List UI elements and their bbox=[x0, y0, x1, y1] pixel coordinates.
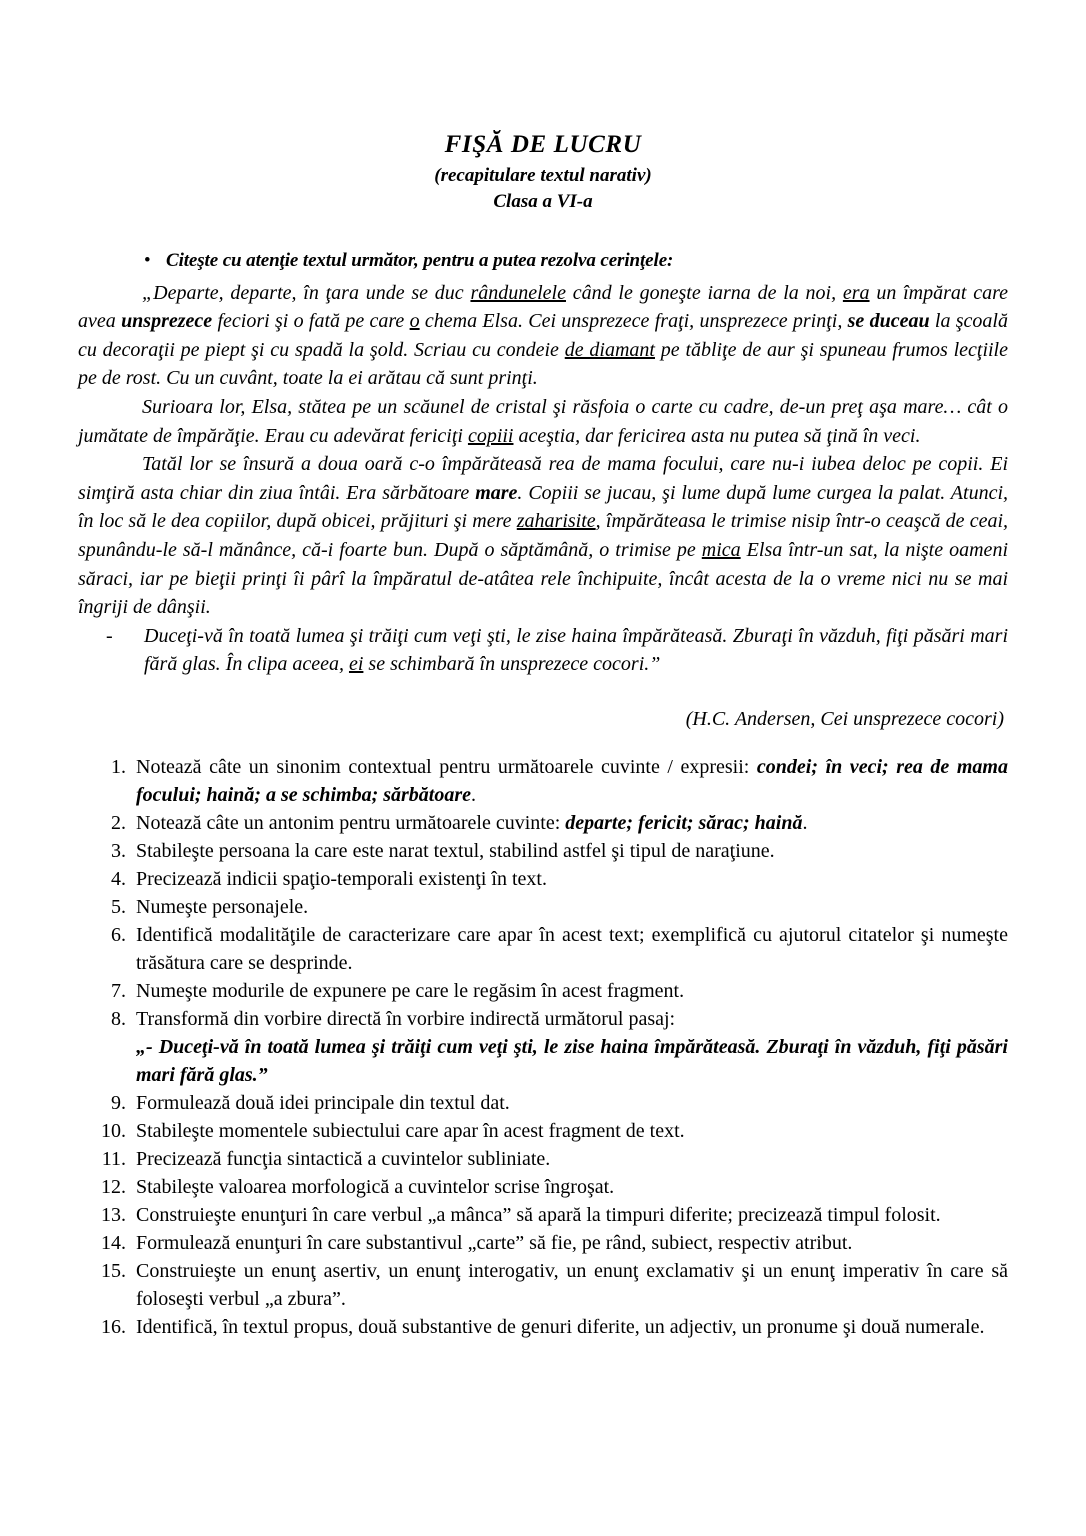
task-item bbox=[78, 865, 1008, 893]
task-bold-1: departe; fericit; sărac; haină bbox=[565, 811, 803, 834]
dialogue-seg-b: se schimbară în unsprezece cocori.” bbox=[363, 653, 661, 676]
title-block bbox=[78, 130, 1008, 214]
task-item bbox=[78, 1145, 1008, 1173]
instruction-bullet-row bbox=[144, 248, 1008, 275]
story-p1-seg-d: feciori şi o fată pe care bbox=[212, 310, 410, 333]
task-text: Formulează enunţuri în care substantivul „carte” să fie, pe rând, subiect, respectiv atribut. bbox=[136, 1231, 853, 1254]
task-list bbox=[78, 753, 1008, 1341]
story-p1-bold-se-duceau: se duceau bbox=[847, 310, 930, 333]
story-p2-underline-copiii: copiii bbox=[467, 424, 514, 447]
dialogue-underline-ei: ei bbox=[348, 653, 364, 676]
task-number: 16. bbox=[101, 1315, 126, 1338]
story-p3-bold-mare: mare bbox=[475, 481, 518, 504]
class-line: Clasa a VI-a bbox=[493, 190, 593, 212]
story-dialogue-line bbox=[78, 622, 1008, 679]
story-p1-underline-randunelele: rândunelele bbox=[470, 281, 566, 304]
task-number: 3. bbox=[111, 839, 126, 862]
task-plain-1: Transformă din vorbire directă în vorbire indirectă următorul pasaj: bbox=[136, 1007, 676, 1030]
task-text: Numeşte personajele. bbox=[136, 895, 309, 918]
task-number: 8. bbox=[111, 1007, 126, 1030]
task-text: Identifică, în textul propus, două substantive de genuri diferite, un adjectiv, un pronume şi două numerale. bbox=[136, 1315, 985, 1338]
task-number: 5. bbox=[111, 895, 126, 918]
task-number: 13. bbox=[101, 1203, 126, 1226]
bullet-dot-icon: • bbox=[144, 249, 151, 271]
story-p1-seg-g: pe tăbliţe de aur şi spuneau frumos lecţiile pe de rost. Cu un cuvânt, toate la ei arătau că sunt prinţi. bbox=[78, 338, 1008, 390]
task-quote-passage: „- Duceţi-vă în toată lumea şi trăiţi cum veţi şti, le zise haina împărăteasă. Zburaţi în văzduh, fiţi păsări mari fără glas.” bbox=[136, 1035, 1008, 1086]
story-p1-seg-a: „Departe, departe, în ţara unde se duc bbox=[142, 281, 471, 304]
story-paragraph-3 bbox=[78, 450, 1008, 622]
task-item bbox=[78, 1173, 1008, 1201]
story-p1-underline-o: o bbox=[409, 310, 420, 333]
task-item bbox=[78, 1117, 1008, 1145]
story-p3-seg-a: Tatăl lor se însură a doua oară c-o împărăteasă rea de mama focului, care nu-i iubea deloc pe copii. Ei simţiră asta chiar din ziua întâi. Era sărbătoare bbox=[78, 453, 1008, 504]
dialogue-seg-a: Duceţi-vă în toată lumea şi trăiţi cum veţi şti, le zise haina împărăteasă. Zburaţi în văzduh, fiţi păsări mari fără glas. În clipa aceea, bbox=[144, 624, 1008, 676]
task-text: Construieşte un enunţ asertiv, un enunţ interogativ, un enunţ exclamativ şi un enunţ imperativ în care să foloseşti verbul „a zbura”. bbox=[136, 1259, 1008, 1310]
story-p3-seg-c: , împărăteasa le trimise nisip într-o ceaşcă de ceai, spunându-le să-l mănânce, că-i foarte bun. După o săptămână, o trimise pe bbox=[78, 510, 1009, 561]
task-text: Stabileşte persoana la care este narat textul, stabilind astfel şi tipul de naraţiune. bbox=[136, 839, 775, 862]
task-number: 7. bbox=[111, 979, 126, 1002]
attribution-line: (H.C. Andersen, Cei unsprezece cocori) bbox=[685, 707, 1004, 730]
story-p1-seg-b: când le goneşte iarna de la noi, bbox=[565, 281, 843, 304]
task-number: 1. bbox=[111, 755, 126, 778]
task-number: 4. bbox=[111, 867, 126, 890]
task-text: Construieşte enunţuri în care verbul „a mânca” să apară la timpuri diferite; precizează timpul folosit. bbox=[136, 1203, 941, 1226]
task-plain-1: Notează câte un antonim pentru următoarele cuvinte: bbox=[136, 811, 566, 834]
task-plain-2: . bbox=[471, 783, 477, 806]
story-p1-seg-f: la şcoală cu decoraţii pe piept şi cu spadă la şold. Scriau cu condeie bbox=[78, 310, 1008, 361]
task-number: 15. bbox=[101, 1259, 126, 1282]
task-item bbox=[78, 753, 1008, 809]
task-plain-2: . bbox=[802, 811, 808, 834]
task-number: 10. bbox=[101, 1119, 126, 1142]
task-text bbox=[136, 1005, 1008, 1089]
story-p3-underline-zaharisite: zaharisite bbox=[516, 510, 596, 533]
dialogue-dash-mark: - bbox=[106, 624, 113, 647]
task-text: Formulează două idei principale din textul dat. bbox=[136, 1091, 510, 1114]
task-text: Numeşte modurile de expunere pe care le regăsim în acest fragment. bbox=[136, 979, 685, 1002]
task-item bbox=[78, 1229, 1008, 1257]
task-item bbox=[78, 1313, 1008, 1341]
task-plain-1: Notează câte un sinonim contextual pentru următoarele cuvinte / expresii: bbox=[136, 755, 757, 778]
task-item bbox=[78, 809, 1008, 837]
instruction-text: Citeşte cu atenţie textul următor, pentru a putea rezolva cerinţele: bbox=[166, 249, 674, 271]
task-text: Precizează indicii spaţio-temporali existenţi în text. bbox=[136, 867, 547, 890]
task-number: 12. bbox=[101, 1175, 126, 1198]
story-p2-seg-a: Surioara lor, Elsa, stătea pe un scăunel de cristal şi răsfoia o carte cu cadre, de-un preţ aşa mare… cât o jumătate de împărăţie. Erau cu adevărat fericiţi bbox=[78, 396, 1008, 447]
story-p2-seg-b: aceştia, dar fericirea asta nu putea să ţină în veci. bbox=[513, 424, 921, 447]
story-p3-underline-mica: mica bbox=[701, 538, 741, 561]
task-item bbox=[78, 977, 1008, 1005]
task-text: Identifică modalităţile de caracterizare care apar în acest text; exemplifică cu ajutorul citatelor şi numeşte trăsătura care se desprinde. bbox=[136, 923, 1008, 974]
story-p1-seg-c: un împărat care avea bbox=[78, 281, 1008, 333]
task-item bbox=[78, 837, 1008, 865]
story-paragraph-1 bbox=[78, 279, 1008, 393]
task-item bbox=[78, 1089, 1008, 1117]
story-p1-underline-era: era bbox=[842, 281, 870, 304]
page-title: FIŞĂ DE LUCRU bbox=[444, 131, 642, 158]
dialogue-body bbox=[144, 622, 1008, 679]
task-bold-1: condei; în veci; rea de mama focului; haină; a se schimba; sărbătoare bbox=[136, 755, 1008, 806]
task-number: 9. bbox=[111, 1091, 126, 1114]
task-text bbox=[136, 809, 1008, 837]
task-number: 2. bbox=[111, 811, 126, 834]
task-item bbox=[78, 1201, 1008, 1229]
task-number: 6. bbox=[111, 923, 126, 946]
task-item bbox=[78, 1257, 1008, 1313]
page-subtitle: (recapitulare textul narativ) bbox=[434, 164, 652, 186]
story-p3-seg-b: . Copiii se jucau, şi lume după lume curgea la palat. Atunci, în loc să le dea copiilor, după obicei, prăjituri şi mere bbox=[78, 481, 1009, 533]
story-p3-seg-d: Elsa într-un sat, la nişte oameni săraci, iar pe bieţii prinţi îi pârî la împăratul de-atâtea rele închipuite, încât acesta de la o vreme nici nu se mai îngriji de dânşii. bbox=[78, 538, 1008, 619]
story-paragraph-2 bbox=[78, 393, 1008, 450]
story-p1-underline-de-diamant: de diamant bbox=[564, 338, 655, 361]
story-p1-bold-unsprezece: unsprezece bbox=[121, 310, 213, 333]
story-text bbox=[78, 279, 1008, 679]
task-number: 14. bbox=[101, 1231, 126, 1254]
task-item bbox=[78, 1005, 1008, 1089]
task-item bbox=[78, 893, 1008, 921]
task-text bbox=[136, 753, 1008, 809]
story-p1-seg-e: chema Elsa. Cei unsprezece fraţi, unsprezece prinţi, bbox=[419, 310, 848, 333]
task-item bbox=[78, 921, 1008, 977]
task-text: Stabileşte valoarea morfologică a cuvintelor scrise îngroşat. bbox=[136, 1175, 615, 1198]
task-text: Precizează funcţia sintactică a cuvintelor subliniate. bbox=[136, 1147, 551, 1170]
task-number: 11. bbox=[101, 1147, 126, 1170]
task-text: Stabileşte momentele subiectului care apar în acest fragment de text. bbox=[136, 1119, 685, 1142]
